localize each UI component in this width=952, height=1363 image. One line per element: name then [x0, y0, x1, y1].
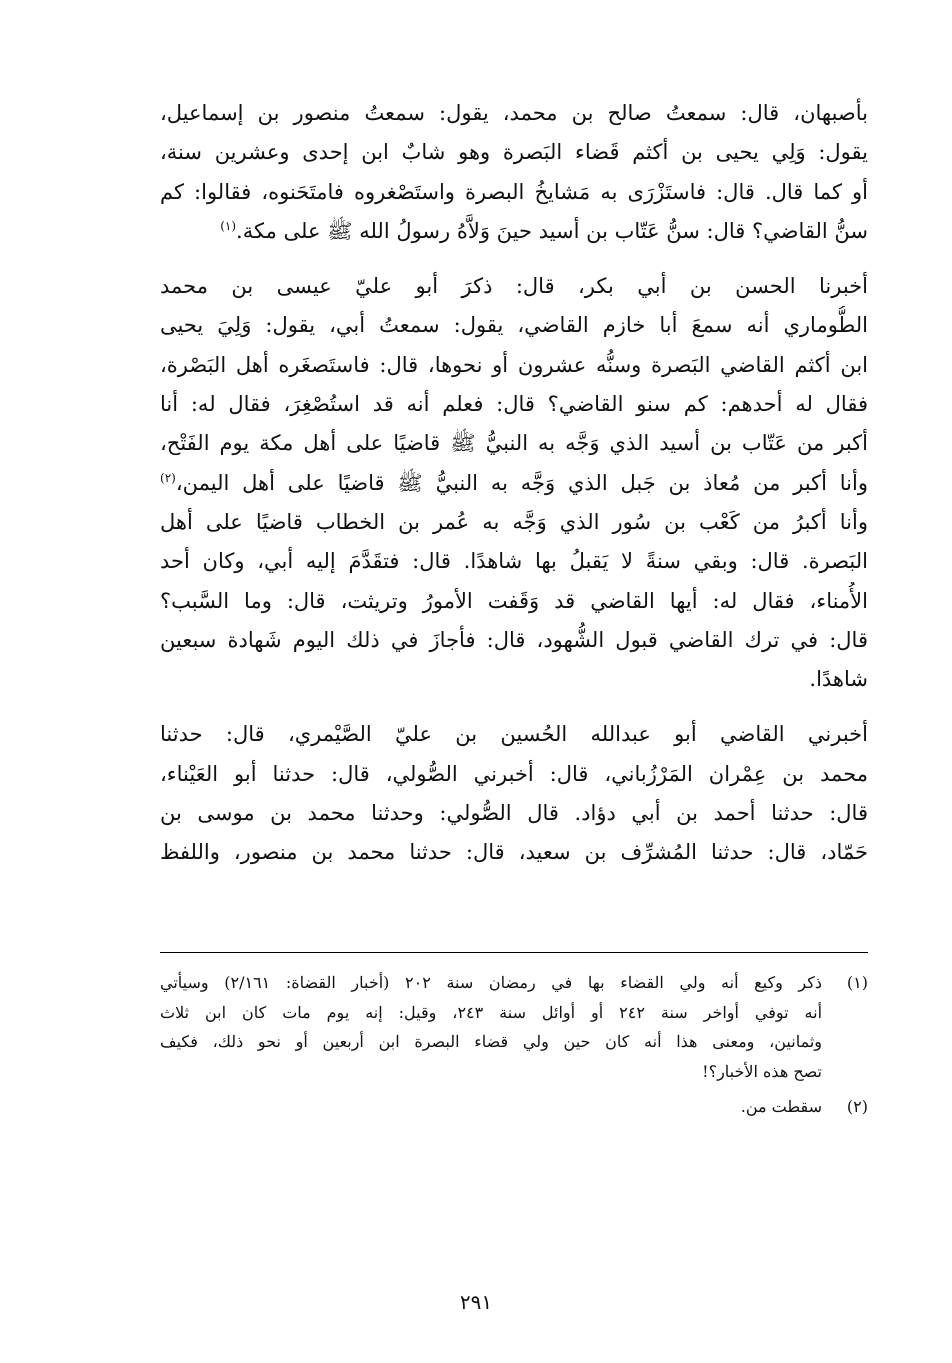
paragraph-3	[160, 715, 868, 872]
paragraph-2	[160, 267, 868, 699]
paragraph-1	[160, 94, 868, 251]
text-line: شاهدًا.	[809, 667, 868, 692]
text-line: يقول: وَلِي يحيى بن أكثم قَضاء البَصرة وهو شابٌ ابن إحدى وعشرين سنة،	[160, 140, 868, 165]
footnote-line: سقطت من.	[740, 1097, 822, 1116]
text-line: حَمّاد، قال: حدثنا المُشرِّف بن سعيد، قال: حدثنا محمد بن منصور، واللفظ	[160, 840, 868, 865]
text-line: وأنا أكبرُ من كَعْب بن سُور الذي وَجَّه به عُمر بن الخطاب قاضيًا على أهل	[160, 509, 868, 534]
text-line: قال: حدثنا أحمد بن أبي دؤاد. قال الصُّولي: وحدثنا محمد بن موسى بن	[160, 801, 868, 826]
text-line: أو كما قال. قال: فاستَزْرَى به مَشايخُ البصرة واستَصْغروه فامتَحَنوه، فقالوا: كم	[160, 179, 868, 204]
text-line: البَصرة. قال: وبقي سنةً لا يَقبلُ بها شاهدًا. قال: فتقَدَّمَ إليه أبي، وكان أحد	[160, 549, 868, 574]
page-number: ٢٩١	[459, 1290, 493, 1314]
footnote-1	[160, 968, 868, 1086]
text-line-content: وأنا أكبر من مُعاذ بن جَبل الذي وَجَّه به النبيُّ ﷺ قاضيًا على أهل اليمن،	[175, 470, 868, 495]
text-line: أخبرنا الحسن بن أبي بكر، قال: ذكرَ أبو عليّ عيسى بن محمد	[160, 274, 868, 299]
text-line: فقال له أحدهم: كم سنو القاضي؟ قال: فعلم أنه قد استُصْغِرَ، فقال له: أنا	[160, 392, 868, 417]
text-line: بأصبهان، قال: سمعتُ صالح بن محمد، يقول: سمعتُ منصور بن إسماعيل،	[160, 101, 868, 125]
footnotes	[160, 968, 868, 1122]
footnote-marker-1[interactable]: (١)	[220, 218, 237, 233]
text-line-content: سنُّ القاضي؟ قال: سنُّ عَتّاب بن أسيد حينَ وَلاَّهُ رسولُ الله ﷺ على مكة.	[236, 218, 868, 243]
footnote-line: وثمانين، ومعنى هذا أنه كان حين ولي قضاء البصرة ابن أربعين أو نحو ذلك، فكيف	[160, 1032, 822, 1051]
footnote-separator	[160, 952, 868, 953]
text-line: الأُمناء، فقال له: أيها القاضي قد وَقَفت الأمورُ وتريثت، قال: وما السَّبب؟	[160, 588, 868, 613]
text-line: أخبرني القاضي أبو عبدالله الحُسين بن عليّ الصَّيْمري، قال: حدثنا	[160, 722, 868, 747]
text-line: ابن أكثم القاضي البَصرة وسنُّه عشرون أو نحوها، قال: فاستَصغَره أهل البَصْرة،	[160, 352, 868, 377]
main-text	[160, 94, 868, 873]
text-line: محمد بن عِمْران المَرْزُباني، قال: أخبرني الصُّولي، قال: حدثنا أبو العَيْناء،	[160, 761, 868, 786]
footnote-number: (١)	[846, 973, 868, 992]
footnote-body	[160, 1092, 822, 1122]
text-line: الطُّوماري أنه سمعَ أبا خازم القاضي، يقول: سمعتُ أبي، يقول: وَلِيَ يحيى	[160, 313, 868, 338]
footnote-line: تصح هذه الأخبار؟!	[702, 1061, 822, 1081]
footnote-marker-2[interactable]: (٢)	[160, 470, 176, 485]
footnote-line: أنه توفي أواخر سنة ٢٤٢ أو أوائل سنة ٢٤٣، وقيل: إنه يوم مات كان ابن ثلاث	[160, 1002, 822, 1022]
text-line	[160, 464, 868, 503]
text-line	[160, 212, 868, 251]
footnote-body	[160, 968, 822, 1086]
footnote-line: ذكر وكيع أنه ولي القضاء بها في رمضان سنة ٢٠٢ (أخبار القضاة: ٢/١٦١) وسيأتي	[160, 973, 822, 992]
footnote-number: (٢)	[846, 1097, 868, 1116]
footnote-2	[160, 1092, 868, 1122]
text-line: قال: في ترك القاضي قبول الشُّهود، قال: فأجازَ في ذلك اليوم شَهادة سبعين	[160, 627, 868, 652]
text-line: أكبر من عَتّاب بن أسيد الذي وَجَّه به النبيُّ ﷺ قاضيًا على أهل مكة يوم الفَتْح،	[160, 431, 868, 456]
